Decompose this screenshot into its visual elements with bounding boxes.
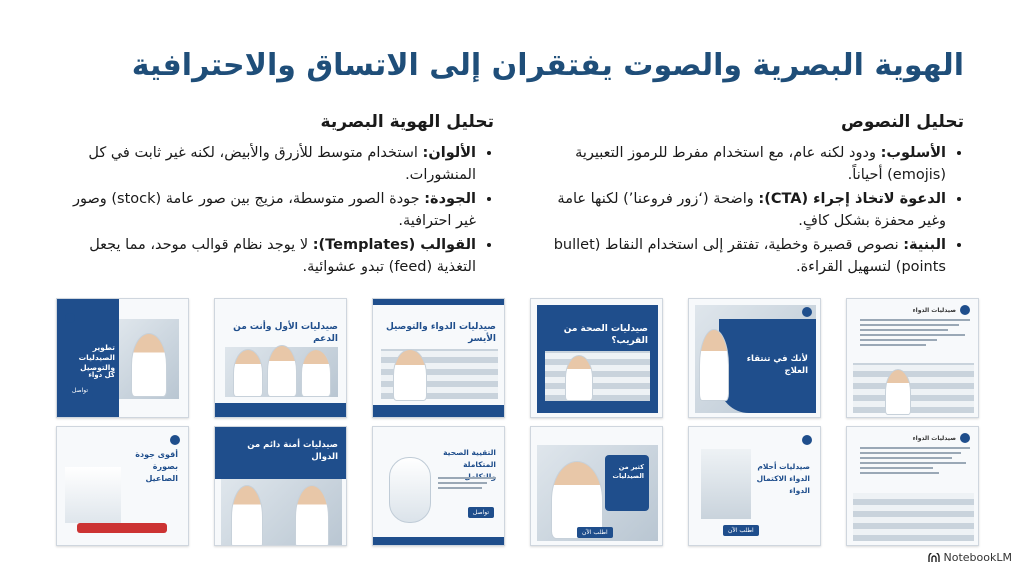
brand-band [373, 405, 505, 417]
text-analysis-section [544, 112, 964, 280]
notebooklm-icon [928, 553, 940, 563]
post-thumbnail [372, 298, 505, 418]
text-analysis-list [544, 142, 964, 278]
pharmacy-logo-icon [170, 435, 180, 445]
pharmacy-interior-image [701, 449, 751, 519]
post-thumbnail [688, 298, 821, 418]
post-subline: كل دواء [88, 371, 115, 379]
list-item [64, 234, 476, 278]
post-caption-lines [860, 447, 970, 477]
post-caption-lines [860, 319, 970, 349]
post-cta: اطلب الآن [723, 525, 759, 536]
visual-analysis-heading: تحليل الهوية البصرية [320, 112, 494, 132]
pharmacist-figure [699, 329, 729, 401]
item-text: جودة الصور متوسطة، مزيج بين صور عامة (stock) وصور غير احترافية. [72, 191, 476, 229]
brand-band [215, 403, 347, 417]
post-headline: صيدليات أمنة دائم من الدوال [247, 440, 338, 462]
brand-band [373, 537, 505, 545]
post-headline: تطوير الصيدليات والتوصيل [78, 343, 115, 372]
list-item [64, 188, 476, 232]
pharmacy-logo-icon [802, 307, 812, 317]
item-text: لا يوجد نظام قوالب موحد، مما يجعل التغذية (feed) تبدو عشوائية. [89, 237, 476, 275]
post-headline: التقيية الصحية المتكاملة [443, 448, 496, 469]
customer-figure [295, 485, 329, 546]
post-headline: صيدليات الدواء [912, 307, 956, 314]
list-item [544, 188, 946, 232]
pill-strip-image [77, 523, 167, 533]
post-headline: صيدليات الدواء [912, 435, 956, 442]
pharmacist-figure [301, 349, 331, 397]
post-cta: تواصل [67, 385, 93, 396]
slide-title: الهوية البصرية والصوت يفتقران إلى الاتساق والاحترافية [131, 48, 964, 83]
item-label: البنية: [903, 237, 946, 253]
post-headline: لأنك في تنتقاء العلاج [746, 354, 808, 376]
post-headline: صيدليات أحلام الدواء الاكتمال الدواء [756, 462, 810, 495]
list-item [544, 234, 946, 278]
pharmacist-figure [393, 349, 427, 401]
post-headline: صيدليات الصحة من القريب؟ [563, 324, 648, 346]
item-text: نصوص قصيرة وخطية، تفتقر إلى استخدام النقاط (bullet points) لتسهيل القراءة. [553, 237, 946, 275]
pharmacy-shelf [545, 351, 650, 401]
pharmacy-shelf [853, 363, 974, 413]
item-label: القوالب (Templates): [312, 237, 476, 253]
item-label: الدعوة لاتخاذ إجراء (CTA): [758, 191, 946, 207]
item-text: واضحة (‘زور فروعنا’) لكنها عامة وغير محفزة بشكل كافٍ. [557, 191, 946, 229]
list-item [64, 142, 476, 186]
posts-grid [56, 298, 979, 546]
list-item [544, 142, 946, 186]
text-analysis-heading: تحليل النصوص [840, 112, 964, 132]
post-thumbnail [372, 426, 505, 546]
post-cta: تواصل [468, 507, 494, 518]
post-thumbnail [214, 426, 347, 546]
post-thumbnail [214, 298, 347, 418]
post-headline: كثير من الصيدليات [612, 463, 644, 480]
pharmacist-figure [233, 349, 263, 397]
brand-band [373, 299, 505, 305]
item-label: الجودة: [424, 191, 476, 207]
pharmacist-figure [231, 485, 263, 546]
footer-brand: NotebookLM [943, 551, 1012, 564]
pharmacist-figure [131, 333, 167, 397]
post-cta: اطلب الآن [577, 527, 613, 538]
post-thumbnail [56, 426, 189, 546]
post-caption-lines [438, 477, 496, 492]
item-text: ودود لكنه عام، مع استخدام مفرط للرموز التعبيرية (emojis) أحياناً. [575, 145, 946, 183]
post-headline: صيدليات الأول وأنت من الدعم [233, 322, 338, 344]
customer-figure [885, 369, 911, 415]
visual-analysis-list [64, 142, 494, 278]
post-headline: أقوى جودة بصورة الصاعيل [135, 450, 178, 483]
post-thumbnail [846, 426, 979, 546]
pharmacist-figure [267, 345, 297, 397]
pharmacy-shelf [853, 493, 974, 541]
pharmacy-logo-icon [960, 433, 970, 443]
medicine-box-image [65, 467, 121, 523]
post-thumbnail [530, 298, 663, 418]
post-thumbnail [56, 298, 189, 418]
customer-figure [565, 355, 593, 401]
pharmacy-logo-icon [802, 435, 812, 445]
post-headline: صيدليات الدواء والتوصيل الأيسر [385, 322, 496, 344]
pharmacy-logo-icon [65, 313, 75, 323]
visual-analysis-section [64, 112, 494, 280]
item-label: الأسلوب: [880, 145, 946, 161]
item-text: استخدام متوسط للأزرق والأبيض، لكنه غير ثابت في كل المنشورات. [88, 145, 476, 183]
item-label: الألوان: [422, 145, 476, 161]
product-bottle-image [389, 457, 431, 523]
post-thumbnail [530, 426, 663, 546]
notebooklm-footer [928, 551, 1012, 564]
post-thumbnail [688, 426, 821, 546]
post-thumbnail [846, 298, 979, 418]
pharmacy-logo-icon [960, 305, 970, 315]
